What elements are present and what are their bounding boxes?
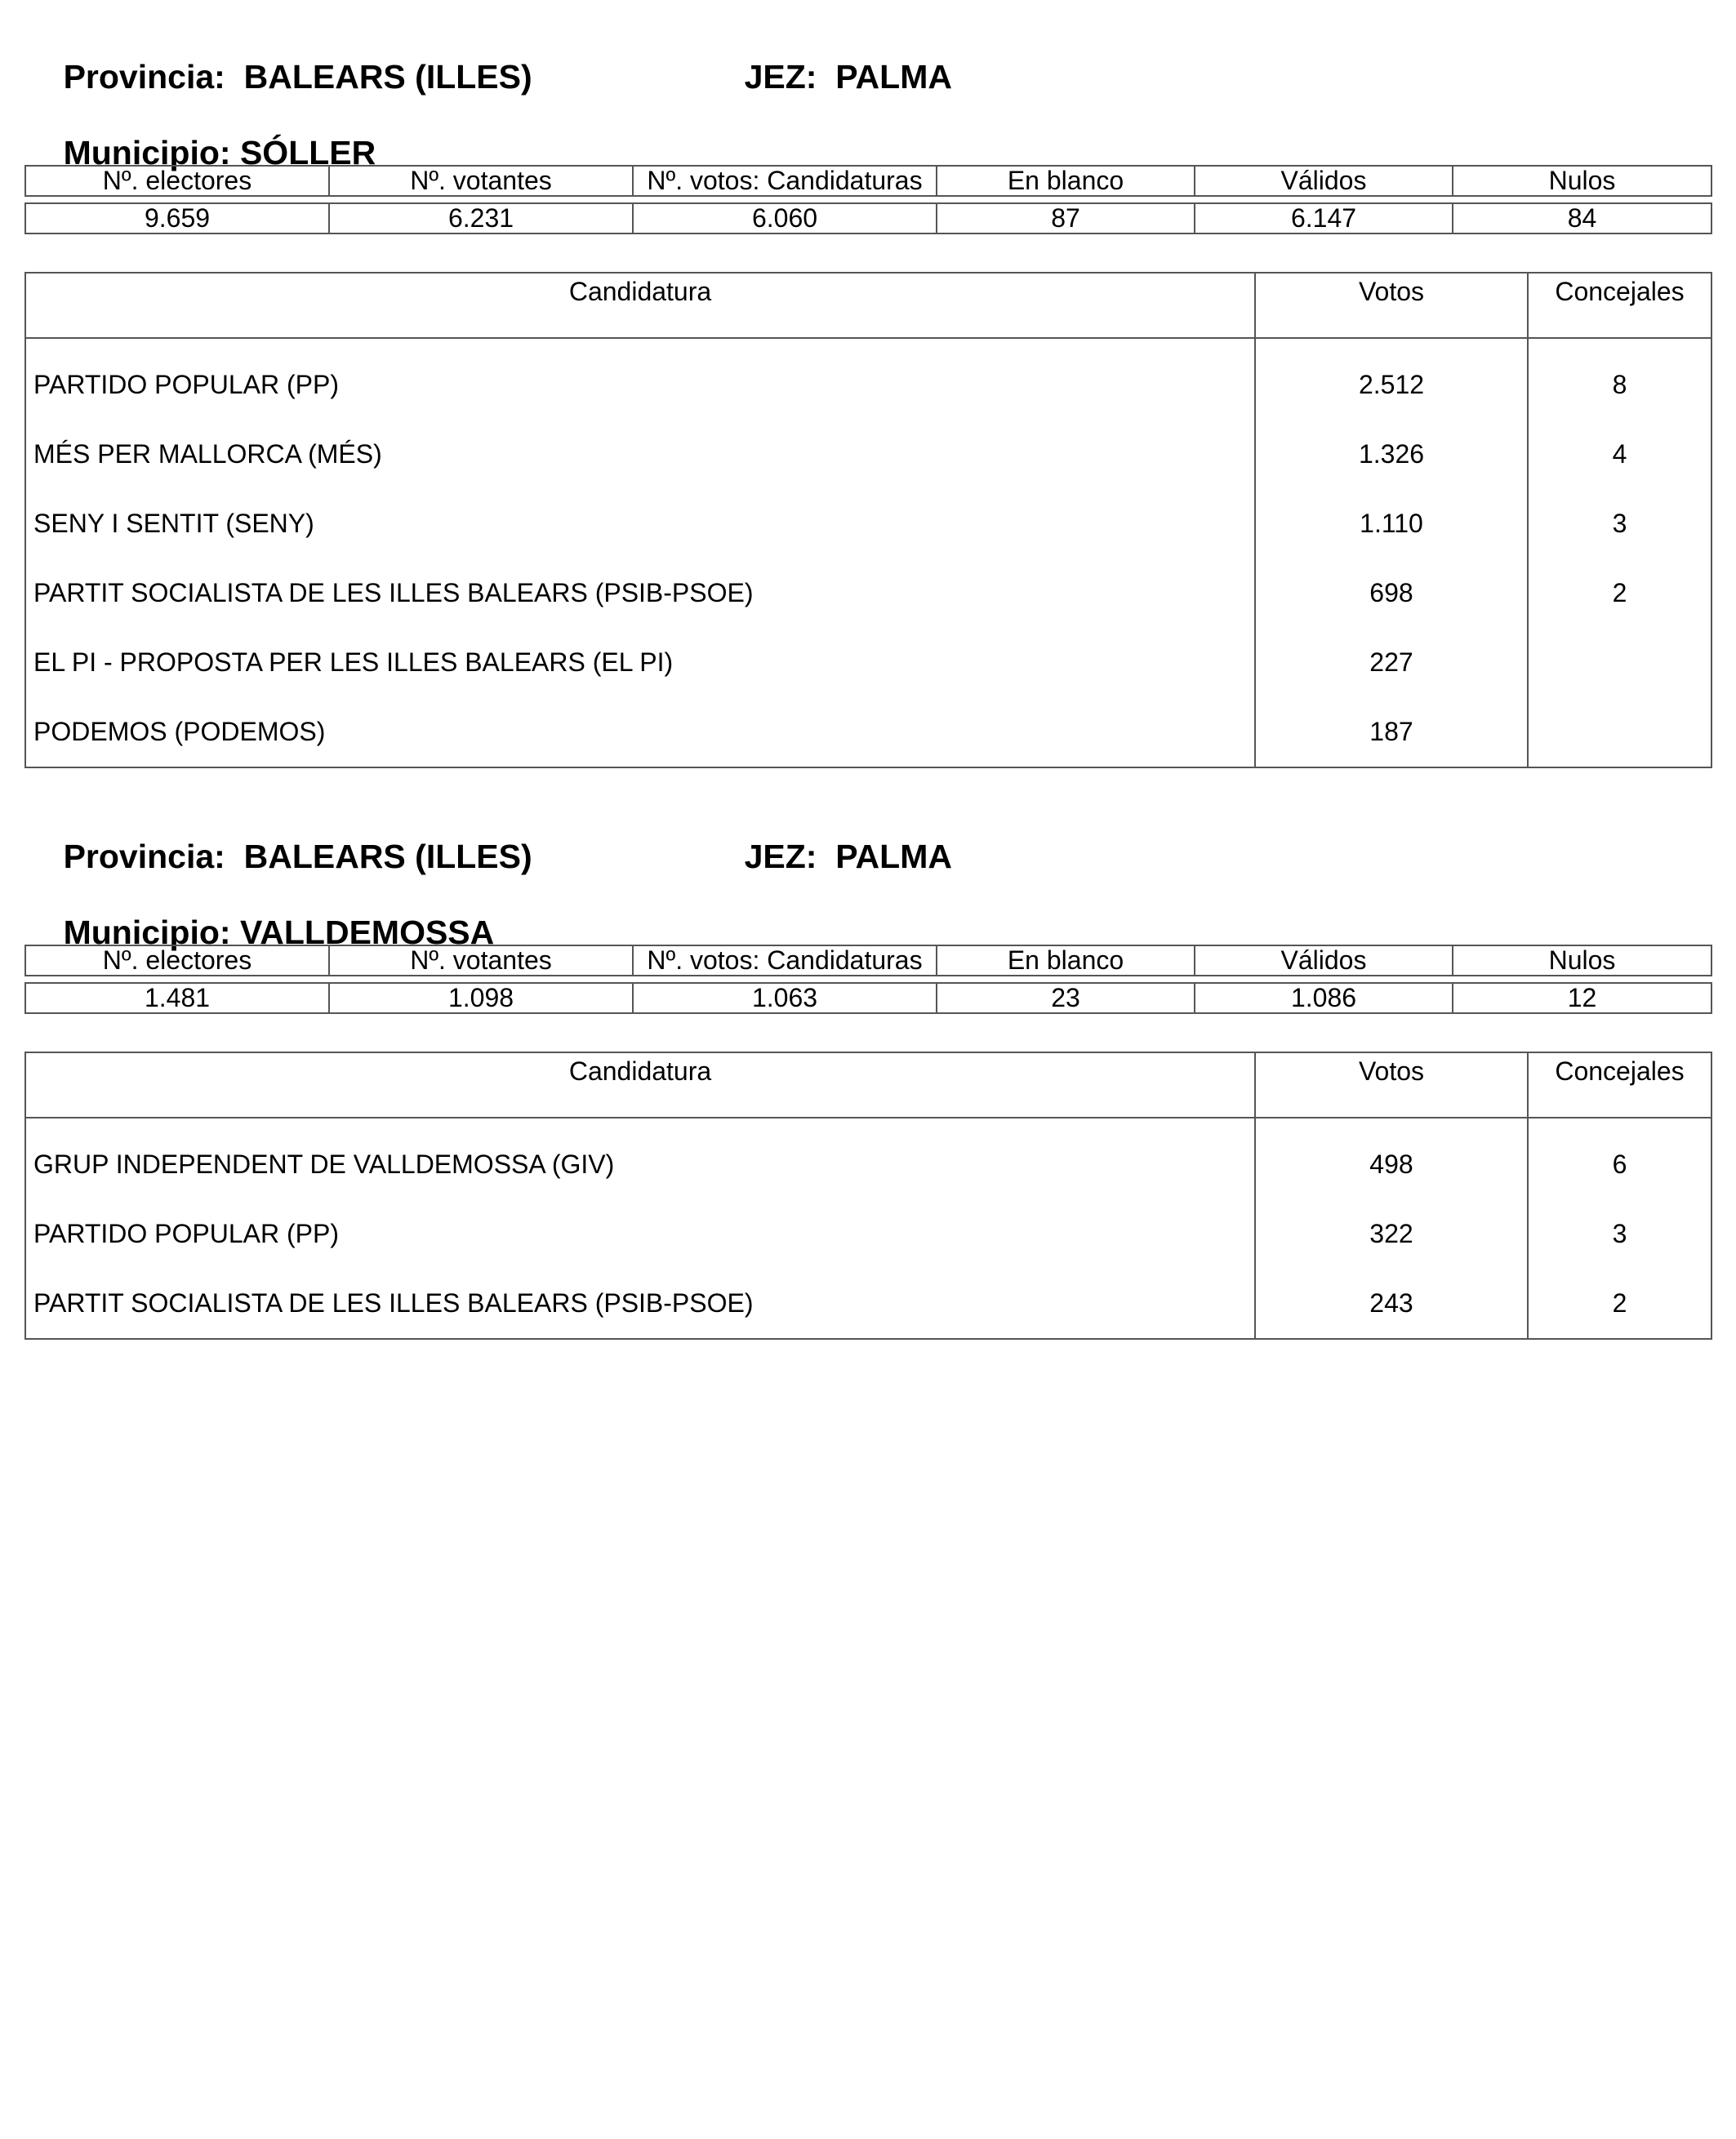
stats-value-votos-candidaturas: 1.063 (633, 983, 937, 1013)
stats-spacer (25, 976, 1712, 983)
candidatura-name: PARTIDO POPULAR (PP) (25, 338, 1255, 420)
stats-header-nulos: Nulos (1453, 945, 1712, 976)
candidaturas-header-row (25, 1052, 1712, 1118)
candidatura-name: PODEMOS (PODEMOS) (25, 697, 1255, 767)
stats-header-nulos: Nulos (1453, 166, 1712, 196)
candidatura-name: GRUP INDEPENDENT DE VALLDEMOSSA (GIV) (25, 1118, 1255, 1199)
stats-value-nulos: 84 (1453, 203, 1712, 233)
candidatura-name: PARTIT SOCIALISTA DE LES ILLES BALEARS (PSIB-PSOE) (25, 1269, 1255, 1339)
stats-value-votantes: 1.098 (329, 983, 633, 1013)
provincia-label: Provincia: (63, 838, 225, 875)
votos-header: Votos (1255, 273, 1528, 338)
candidatura-concejales: 8 (1528, 338, 1712, 420)
candidatura-votos: 498 (1255, 1118, 1528, 1199)
votos-header: Votos (1255, 1052, 1528, 1118)
municipio-label: Municipio: (63, 134, 231, 171)
stats-value-electores: 1.481 (25, 983, 329, 1013)
municipio-section-valldemossa (24, 780, 1711, 1351)
jez-label: JEZ: (744, 838, 817, 875)
jez-label: JEZ: (744, 58, 817, 96)
stats-value-nulos: 12 (1453, 983, 1712, 1013)
stats-spacer (25, 196, 1712, 203)
candidatura-votos: 2.512 (1255, 338, 1528, 420)
candidatura-votos: 243 (1255, 1269, 1528, 1339)
candidaturas-table (24, 1052, 1712, 1340)
candidatura-header: Candidatura (25, 273, 1255, 338)
provincia-label: Provincia: (63, 58, 225, 96)
table-row (25, 338, 1712, 420)
candidatura-concejales: 6 (1528, 1118, 1712, 1199)
candidatura-name: PARTIDO POPULAR (PP) (25, 1199, 1255, 1269)
candidatura-votos: 698 (1255, 558, 1528, 628)
candidatura-votos: 1.110 (1255, 489, 1528, 558)
stats-value-row (25, 203, 1712, 233)
stats-header-votos-candidaturas: Nº. votos: Candidaturas (633, 166, 937, 196)
candidatura-votos: 1.326 (1255, 420, 1528, 489)
jez-value: PALMA (835, 58, 952, 96)
municipio-section-soller (24, 0, 1711, 759)
candidatura-votos: 187 (1255, 697, 1528, 767)
stats-header-electores: Nº. electores (25, 166, 329, 196)
candidatura-concejales: 2 (1528, 558, 1712, 628)
stats-table (24, 165, 1712, 234)
candidatura-name: MÉS PER MALLORCA (MÉS) (25, 420, 1255, 489)
candidatura-votos: 227 (1255, 628, 1528, 697)
provincia-value: BALEARS (ILLES) (243, 838, 532, 875)
table-row (25, 697, 1712, 767)
table-row (25, 1269, 1712, 1339)
candidaturas-table (24, 272, 1712, 768)
stats-value-en-blanco: 23 (937, 983, 1195, 1013)
stats-header-validos: Válidos (1195, 945, 1453, 976)
stats-value-validos: 6.147 (1195, 203, 1453, 233)
stats-header-electores: Nº. electores (25, 945, 329, 976)
stats-value-validos: 1.086 (1195, 983, 1453, 1013)
stats-header-row (25, 945, 1712, 976)
candidatura-votos: 322 (1255, 1199, 1528, 1269)
candidatura-header: Candidatura (25, 1052, 1255, 1118)
stats-table (24, 945, 1712, 1014)
stats-value-en-blanco: 87 (937, 203, 1195, 233)
stats-value-row (25, 983, 1712, 1013)
candidatura-concejales (1528, 697, 1712, 767)
stats-header-votantes: Nº. votantes (329, 945, 633, 976)
table-row (25, 628, 1712, 697)
jez-value: PALMA (835, 838, 952, 875)
candidatura-concejales (1528, 628, 1712, 697)
stats-header-row (25, 166, 1712, 196)
provincia-value: BALEARS (ILLES) (243, 58, 532, 96)
candidatura-name: SENY I SENTIT (SENY) (25, 489, 1255, 558)
stats-header-en-blanco: En blanco (937, 166, 1195, 196)
concejales-header: Concejales (1528, 1052, 1712, 1118)
municipio-value: VALLDEMOSSA (239, 914, 495, 951)
stats-value-votos-candidaturas: 6.060 (633, 203, 937, 233)
jez-header (707, 798, 952, 915)
stats-value-votantes: 6.231 (329, 203, 633, 233)
table-row (25, 420, 1712, 489)
municipio-label: Municipio: (63, 914, 231, 951)
jez-header (707, 18, 952, 136)
candidaturas-header-row (25, 273, 1712, 338)
concejales-header: Concejales (1528, 273, 1712, 338)
table-row (25, 489, 1712, 558)
stats-header-votos-candidaturas: Nº. votos: Candidaturas (633, 945, 937, 976)
stats-header-votantes: Nº. votantes (329, 166, 633, 196)
candidatura-concejales: 2 (1528, 1269, 1712, 1339)
table-row (25, 1118, 1712, 1199)
candidatura-name: PARTIT SOCIALISTA DE LES ILLES BALEARS (PSIB-PSOE) (25, 558, 1255, 628)
candidatura-name: EL PI - PROPOSTA PER LES ILLES BALEARS (EL PI) (25, 628, 1255, 697)
stats-value-electores: 9.659 (25, 203, 329, 233)
candidatura-concejales: 4 (1528, 420, 1712, 489)
candidatura-concejales: 3 (1528, 1199, 1712, 1269)
municipio-value: SÓLLER (239, 134, 376, 171)
table-row (25, 1199, 1712, 1269)
candidatura-concejales: 3 (1528, 489, 1712, 558)
table-row (25, 558, 1712, 628)
stats-header-validos: Válidos (1195, 166, 1453, 196)
stats-header-en-blanco: En blanco (937, 945, 1195, 976)
